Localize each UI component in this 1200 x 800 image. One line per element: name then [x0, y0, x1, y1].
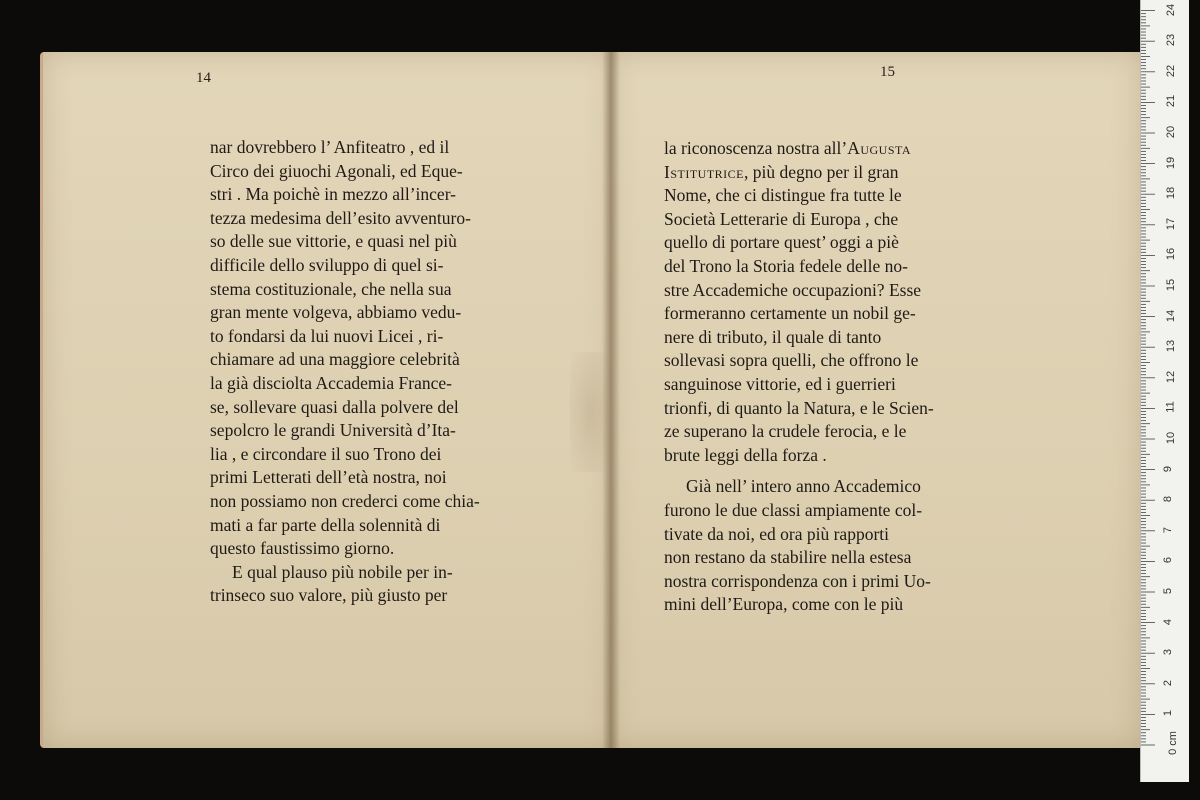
text-line: mati a far parte della solennità di — [210, 514, 441, 535]
text-line: tivate da noi, ed ora più rapporti — [664, 523, 889, 544]
ruler-number: 23 — [1165, 34, 1178, 47]
text-line: trinseco suo valore, più giusto per — [210, 585, 448, 606]
text-line: Circo dei giuochi Agonali, ed Eque- — [210, 160, 463, 181]
text-line: difficile dello sviluppo di quel si- — [210, 254, 444, 275]
open-book — [30, 52, 1142, 752]
text-line: sollevasi sopra quelli, che offrono le — [664, 350, 919, 371]
ruler-number: 21 — [1165, 95, 1178, 108]
left-page-text — [210, 136, 500, 608]
text-line: ze superano la crudele ferocia, e le — [664, 421, 907, 442]
text-line: non possiamo non crederci come chia- — [210, 490, 480, 511]
text-line: trionfi, di quanto la Natura, e le Scien- — [664, 397, 934, 418]
text-line: primi Letterati dell’età nostra, noi — [210, 467, 447, 488]
text-line: so delle sue vittorie, e quasi nel più — [210, 231, 457, 252]
ruler-number: 15 — [1165, 278, 1178, 292]
text-line: stema costituzionale, che nella sua — [210, 278, 452, 299]
text-line: stre Accademiche occupazioni? Esse — [664, 279, 922, 300]
text-line: E qual plauso più nobile per in- — [232, 561, 453, 582]
text-line: nar dovrebbero l’ Anfiteatro , ed il — [210, 137, 450, 157]
ruler-number: 19 — [1165, 156, 1178, 169]
small-caps-word: Augusta — [847, 138, 912, 158]
text-fragment: la riconoscenza nostra all’ — [664, 138, 848, 158]
text-line: Già nell’ intero anno Accademico — [686, 476, 921, 497]
text-line: to fondarsi da lui nuovi Licei , ri- — [210, 325, 444, 346]
text-line — [664, 137, 950, 161]
ruler-number: 6 — [1162, 557, 1175, 564]
small-caps-word: Istitutrice — [664, 161, 744, 182]
text-line: se, sollevare quasi dalla polvere del — [210, 396, 459, 417]
text-line: Società Letterarie di Europa , che — [664, 208, 899, 229]
ruler-number: 20 — [1165, 125, 1178, 139]
right-page-number: 15 — [880, 64, 895, 80]
text-line: nostra corrispondenza con i primi Uo- — [664, 570, 931, 591]
text-line — [664, 161, 950, 185]
ruler-number: 4 — [1162, 618, 1175, 625]
ruler-number: 14 — [1165, 309, 1178, 322]
text-line: quello di portare quest’ oggi a piè — [664, 232, 899, 253]
text-line: brute leggi della forza . — [664, 444, 827, 465]
ruler-ticks — [1141, 0, 1189, 782]
text-line: lia , e circondare il suo Trono dei — [210, 443, 442, 464]
ruler-number: 11 — [1164, 401, 1177, 414]
ruler-number: 10 — [1165, 431, 1178, 445]
ruler-unit-label: 0 cm — [1166, 731, 1179, 755]
text-line: del Trono la Storia fedele delle no- — [664, 255, 908, 276]
ruler-number: 12 — [1165, 370, 1178, 383]
text-line: formeranno certamente un nobil ge- — [664, 303, 916, 324]
right-page-text — [664, 137, 950, 617]
text-line: furono le due classi ampiamente col- — [664, 499, 923, 520]
ruler-number: 5 — [1162, 587, 1175, 595]
text-line: sanguinose vittorie, ed i guerrieri — [664, 373, 896, 394]
text-line: gran mente volgeva, abbiamo vedu- — [210, 302, 462, 323]
text-fragment: , più degno per il gran — [744, 161, 899, 182]
ruler-number: 22 — [1165, 64, 1178, 77]
ruler-number: 1 — [1162, 710, 1175, 717]
ruler-number: 2 — [1162, 679, 1175, 686]
ruler-number: 13 — [1165, 340, 1178, 353]
ruler-number: 17 — [1165, 217, 1178, 230]
text-line: la già disciolta Accademia France- — [210, 372, 452, 393]
text-line: non restano da stabilire nella estesa — [664, 547, 912, 568]
ruler-number: 8 — [1162, 496, 1175, 503]
left-page-number: 14 — [196, 70, 211, 86]
page-stain — [570, 352, 610, 472]
ruler-number: 3 — [1162, 649, 1175, 656]
ruler-number: 7 — [1162, 526, 1175, 533]
text-line: nere di tributo, il quale di tanto — [664, 326, 882, 347]
ruler-number: 24 — [1165, 3, 1178, 16]
text-line: questo faustissimo giorno. — [210, 538, 395, 559]
text-line: mini dell’Europa, come con le più — [664, 594, 904, 615]
text-line: sepolcro le grandi Università d’Ita- — [210, 420, 456, 441]
ruler-number: 9 — [1162, 465, 1175, 472]
text-line: chiamare ad una maggiore celebrità — [210, 349, 460, 370]
text-line: tezza medesima dell’esito avventuro- — [210, 207, 471, 228]
measurement-ruler — [1140, 0, 1189, 782]
text-line: stri . Ma poichè in mezzo all’incer- — [210, 184, 457, 205]
ruler-number: 16 — [1165, 248, 1178, 261]
ruler-number: 18 — [1165, 187, 1178, 200]
text-line: Nome, che ci distingue fra tutte le — [664, 185, 902, 206]
